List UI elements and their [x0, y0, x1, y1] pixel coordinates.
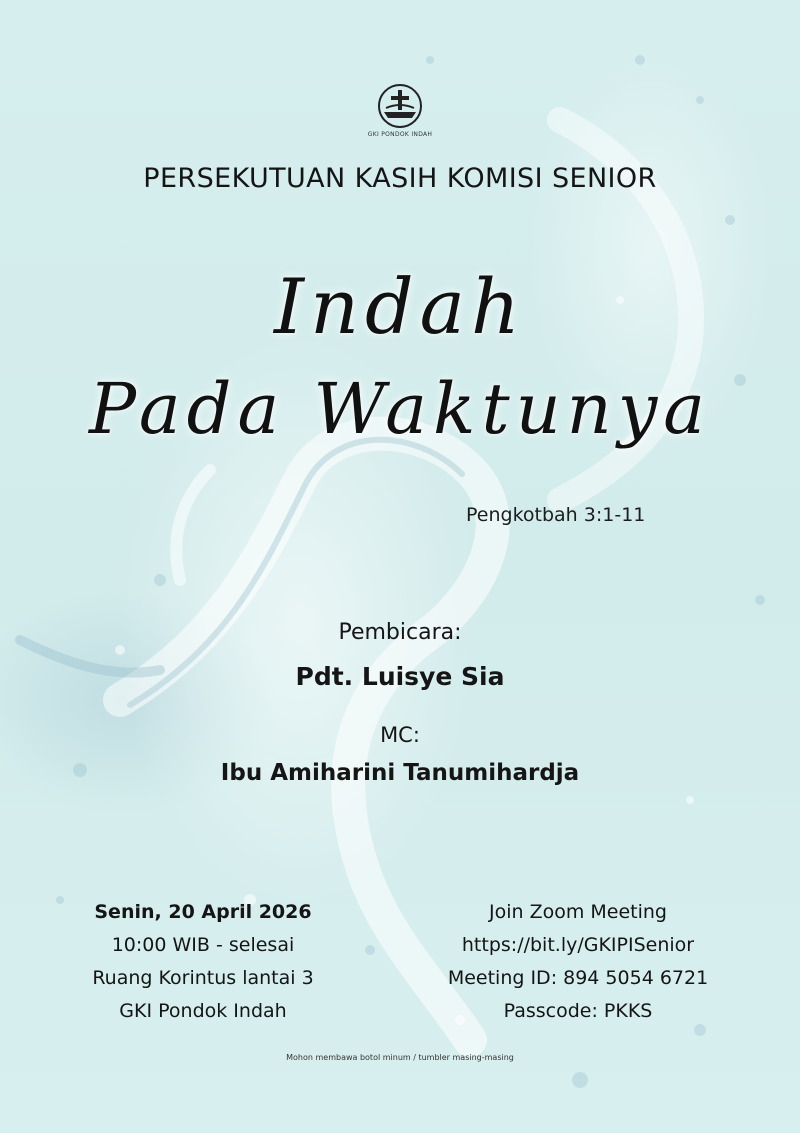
bible-verse: Pengkotbah 3:1-11	[466, 504, 646, 526]
event-heading: PERSEKUTUAN KASIH KOMISI SENIOR	[143, 163, 657, 194]
zoom-meeting-id: Meeting ID: 894 5054 6721	[447, 967, 709, 989]
zoom-details	[413, 896, 743, 1028]
event-place: GKI Pondok Indah	[119, 1000, 287, 1022]
event-time: 10:00 WIB - selesai	[111, 934, 295, 956]
event-room: Ruang Korintus lantai 3	[92, 967, 314, 989]
speaker-label: Pembicara:	[338, 620, 462, 645]
title-line-1: Indah	[274, 262, 526, 351]
footer-note: Mohon membawa botol minum / tumbler masing-masing	[286, 1053, 514, 1062]
church-emblem-icon	[376, 82, 424, 130]
speaker-name: Pdt. Luisye Sia	[295, 662, 505, 691]
zoom-passcode: Passcode: PKKS	[503, 1000, 653, 1022]
title-line-2: Pada Waktunya	[88, 368, 712, 450]
zoom-link[interactable]: https://bit.ly/GKIPISenior	[461, 934, 695, 956]
logo-caption: GKI PONDOK INDAH	[367, 131, 433, 138]
event-date: Senin, 20 April 2026	[94, 901, 312, 923]
zoom-join-label: Join Zoom Meeting	[488, 901, 667, 923]
event-details	[38, 896, 368, 1028]
mc-label: MC:	[380, 723, 420, 747]
mc-name: Ibu Amiharini Tanumihardja	[220, 760, 580, 786]
